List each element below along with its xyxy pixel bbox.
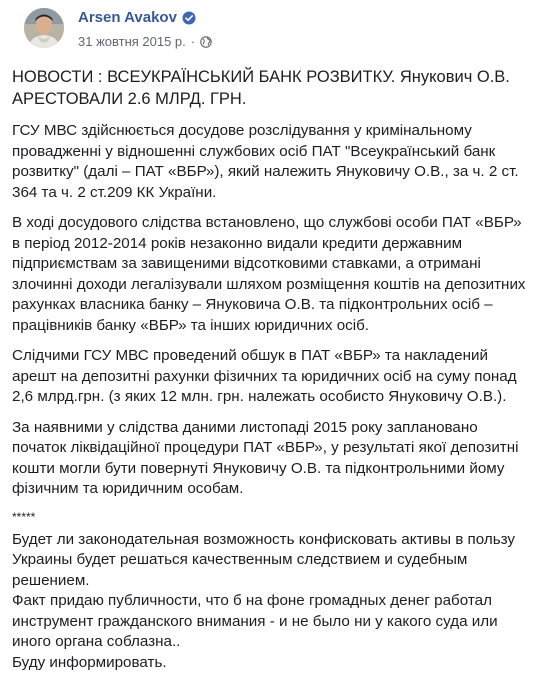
text-line: Факт придаю публичности, что б на фоне громадных денег работал (12, 592, 492, 609)
text-line: працівників банку «ВБР» та інших юридичних осіб. (12, 316, 370, 334)
text-line: фізичним та юридичним особам. (12, 480, 244, 497)
post-headline (12, 66, 547, 110)
text-line: Украины будет решаться качественным следствием и судебным (12, 551, 468, 568)
globe-icon[interactable] (200, 36, 212, 48)
author-line (78, 9, 196, 26)
text-line: иного органа соблазна.. (12, 633, 181, 650)
author-avatar[interactable] (24, 8, 64, 48)
text-line: провадженні у відношенні службових осіб ПАТ "Всеукраїнський банк (12, 142, 496, 160)
text-line: рахунках власника банку – Януковича О.В. та підконтрольних осіб – (12, 296, 493, 313)
post-meta (78, 34, 212, 49)
text-line: инструмент гражданского внимания - и не было ни у какого суда или (12, 612, 498, 630)
post-body (12, 64, 547, 673)
headline-line: НОВОСТИ : ВСЕУКРАЇНСЬКИЙ БАНК РОЗВИТКУ. Янукович О.В. (12, 68, 510, 86)
text-line: початок ліквідаційної процедури ПАТ «ВБР», у результаті якої депозитні (12, 439, 519, 456)
author-name-link[interactable]: Arsen Avakov (78, 9, 177, 26)
text-line: Будет ли законодательная возможность конфисковать активы в пользу (12, 530, 515, 548)
paragraph-findings (12, 213, 547, 336)
closing-statement (12, 530, 547, 673)
section-separator: ***** (12, 509, 36, 524)
meta-separator: · (190, 34, 196, 49)
text-line: злочинні доходи легалізували шляхом розміщення коштів на депозитних (12, 275, 526, 293)
text-line: 2,6 млрд.грн. (з яких 12 млн. грн. належать особисто Януковичу О.В.). (12, 388, 507, 405)
text-line: Буду информировать. (12, 653, 167, 671)
profile-photo (24, 8, 64, 48)
paragraph-investigation (12, 121, 547, 203)
text-line: в період 2012-2014 років незаконно видали кредити державним (12, 234, 463, 252)
text-line: арешт на депозитні рахунки фізичних та юридичних осіб на суму понад (12, 367, 517, 385)
post-header (12, 0, 547, 64)
text-line: Слідчими ГСУ МВС проведений обшук в ПАТ «ВБР» та накладений (12, 347, 488, 364)
text-line: підприємствам за завищеними відсотковими ставками, а отримані (12, 255, 481, 272)
post-timestamp-link[interactable]: 31 жовтня 2015 р. (78, 34, 186, 49)
verified-badge-icon (182, 11, 196, 25)
text-line: За наявними у слідства даними листопаді 2015 року заплановано (12, 418, 478, 436)
text-line: 364 та ч. 2 ст.209 КК України. (12, 183, 217, 201)
paragraph-search (12, 346, 547, 408)
text-line: решением. (12, 571, 90, 589)
headline-line: АРЕСТОВАЛИ 2.6 МЛРД. ГРН. (12, 90, 247, 108)
paragraph-liquidation (12, 418, 547, 500)
text-line: розвитку" (далі – ПАТ «ВБР»), який належить Януковичу О.В., за ч. 2 ст. (12, 163, 519, 180)
text-line: В ході досудового слідства встановлено, що службові особи ПАТ «ВБР» (12, 214, 522, 231)
text-line: ГСУ МВС здійснюється досудове розслідування у кримінальному (12, 122, 472, 139)
text-line: кошти могли бути повернуті Януковичу О.В. та підконтрольними йому (12, 459, 505, 477)
